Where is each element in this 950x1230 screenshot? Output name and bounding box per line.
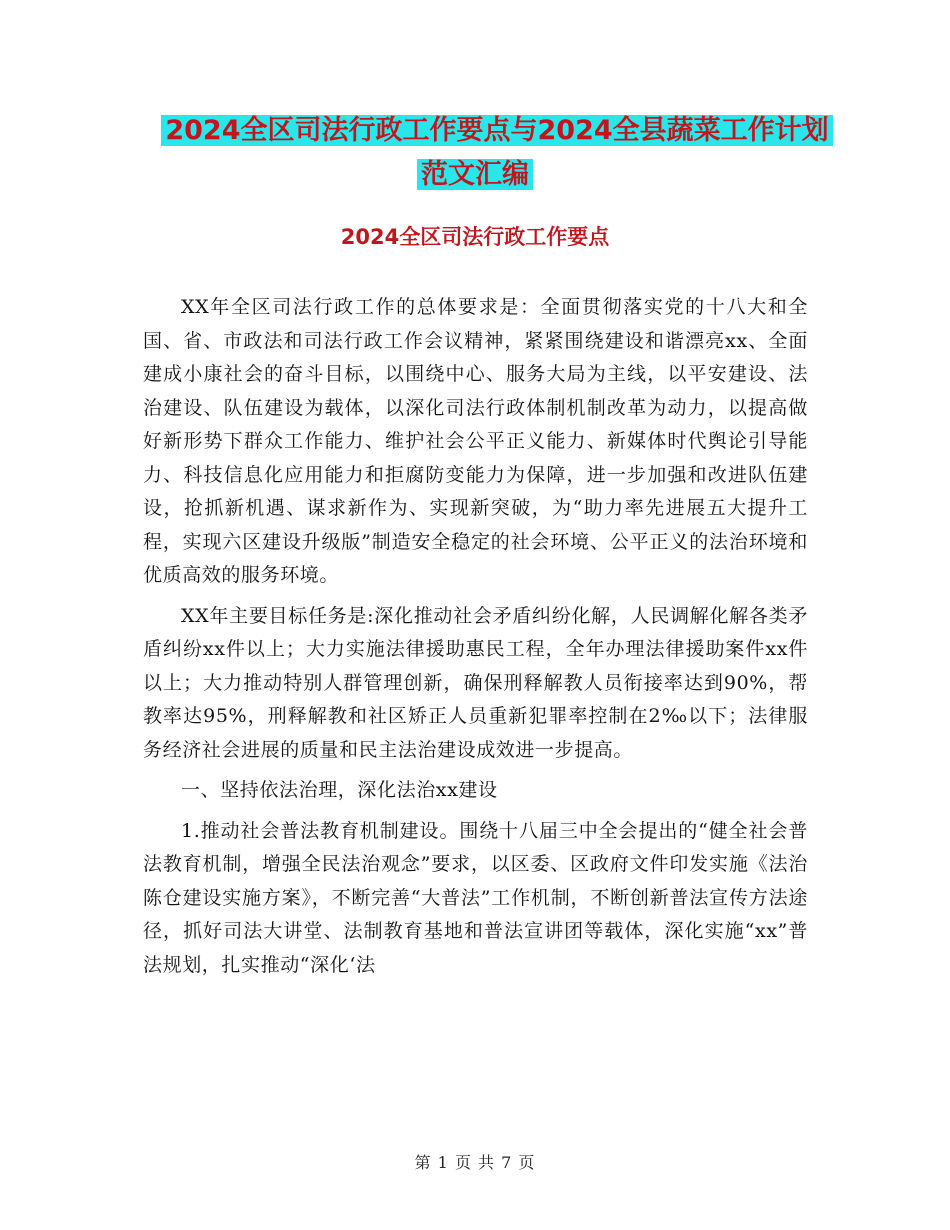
heading-rule-of-law: 一、坚持依法治理，深化法治xx建设 — [181, 779, 498, 801]
document-title-text-1: 2024全区司法行政工作要点与2024全县蔬菜工作计划 — [161, 115, 832, 146]
page-number-footer: 第 1 页 共 7 页 — [414, 1153, 536, 1172]
section-title: 2024全区司法行政工作要点 — [340, 225, 610, 249]
document-body — [143, 291, 808, 982]
paragraph-overall-requirements: XX年全区司法行政工作的总体要求是：全面贯彻落实党的十八大和全国、省、市政法和司法行政工作会议精神，紧紧围绕建设和谐漂亮xx、全面建成小康社会的奋斗目标，以围绕中心、服务大局为主线，以平安建设、法治建设、队伍建设为载体，以深化司法行政体制机制改革为动力，以提高做好新形势下群众工作能力、维护社会公平正义能力、新媒体时代舆论引导能力、科技信息化应用能力和拒腐防变能力为保障，进一步加强和改进队伍建设，抢抓新机遇、谋求新作为、实现新突破，为“助力率先进展五大提升工程，实现六区建设升级版”制造安全稳定的社会环境、公平正义的法治环境和优质高效的服务环境。 — [143, 296, 808, 586]
paragraph-legal-education: 1.推动社会普法教育机制建设。围绕十八届三中全会提出的“健全社会普法教育机制，增强全民法治观念”要求，以区委、区政府文件印发实施《法治陈仓建设实施方案》，不断完善“大普法”工作机制，不断创新普法宣传方法途径，抓好司法大讲堂、法制教育基地和普法宣讲团等载体，深化实施“xx”普法规划，扎实推动“深化‘法 — [143, 819, 808, 976]
document-title-text-2: 范文汇编 — [417, 159, 533, 190]
document-title-line-2 — [0, 152, 950, 198]
document-title-line-1 — [22, 108, 950, 154]
paragraph-main-targets: XX年主要目标任务是:深化推动社会矛盾纠纷化解，人民调解化解各类矛盾纠纷xx件以上；大力实施法律援助惠民工程，全年办理法律援助案件xx件以上；大力推动特别人群管理创新，确保刑释解教人员衔接率达到90%，帮教率达95%，刑释解教和社区矫正人员重新犯罪率控制在2‰以下；法律服务经济社会进展的质量和民主法治建设成效进一步提高。 — [143, 604, 808, 761]
